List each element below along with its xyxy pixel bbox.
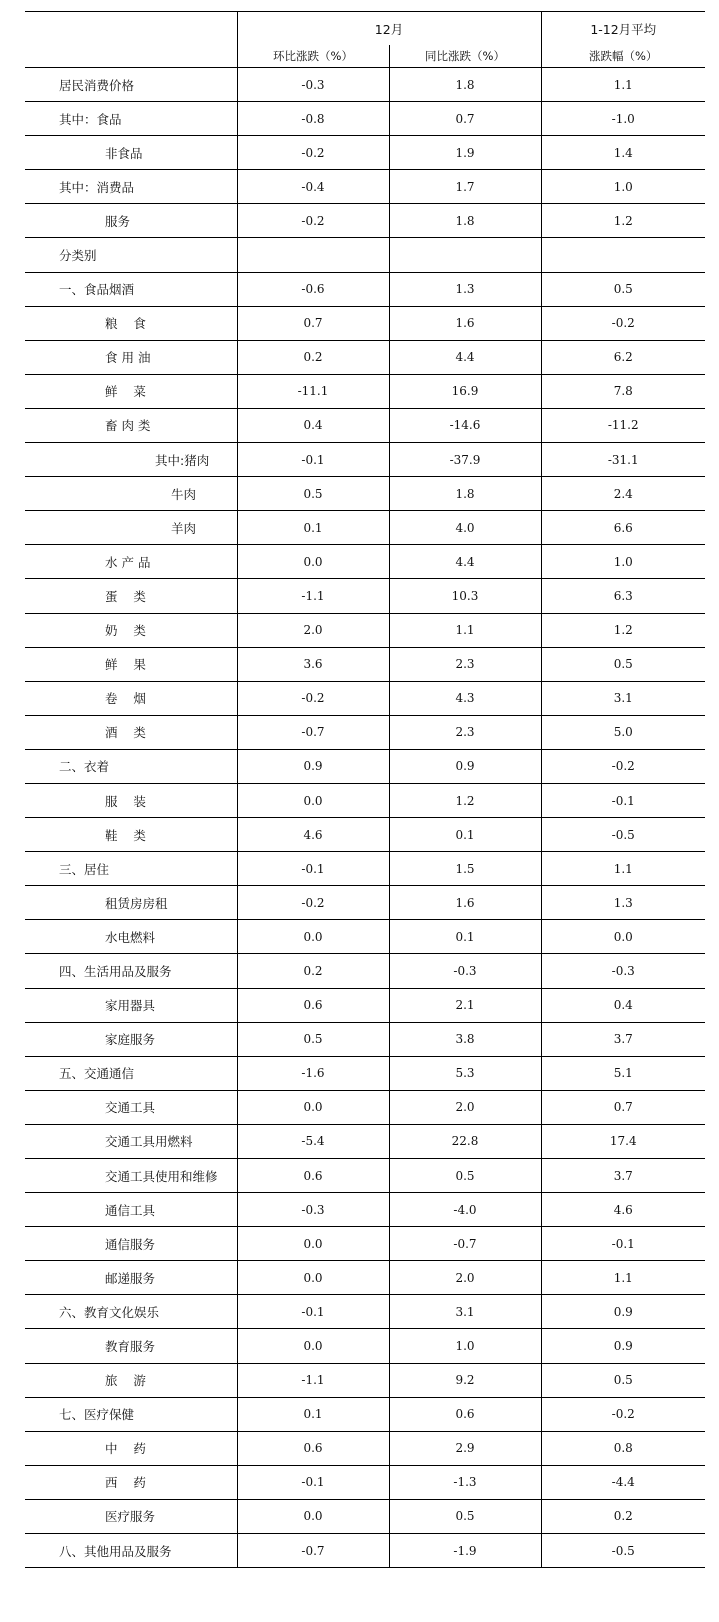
avg-change-value: -0.3 (541, 954, 705, 988)
yoy-value: 2.3 (389, 647, 541, 681)
table-row (25, 681, 705, 715)
yoy-value: 2.0 (389, 1090, 541, 1124)
yoy-value: 1.8 (389, 68, 541, 102)
yoy-value: 1.2 (389, 783, 541, 817)
table-row (25, 613, 705, 647)
yoy-value: 16.9 (389, 374, 541, 408)
yoy-value: 0.1 (389, 818, 541, 852)
avg-change-value: -0.2 (541, 306, 705, 340)
yoy-value: -0.7 (389, 1227, 541, 1261)
header-yoy: 同比涨跌（%） (389, 45, 541, 68)
row-label: 三、居住 (25, 852, 237, 886)
avg-change-value: 1.1 (541, 852, 705, 886)
table-row (25, 988, 705, 1022)
yoy-value: 1.5 (389, 852, 541, 886)
avg-change-value: 1.0 (541, 170, 705, 204)
avg-change-value: 6.2 (541, 340, 705, 374)
row-label: 八、其他用品及服务 (25, 1534, 237, 1568)
avg-change-value: 4.6 (541, 1193, 705, 1227)
mom-value: -0.2 (237, 886, 389, 920)
avg-change-value: 3.7 (541, 1022, 705, 1056)
mom-value: -0.4 (237, 170, 389, 204)
table-row (25, 1090, 705, 1124)
table-row (25, 443, 705, 477)
yoy-value: 4.3 (389, 681, 541, 715)
mom-value: 4.6 (237, 818, 389, 852)
yoy-value: 0.5 (389, 1499, 541, 1533)
row-label: 家庭服务 (25, 1022, 237, 1056)
header-empty-cell (25, 12, 237, 46)
avg-change-value: -0.5 (541, 1534, 705, 1568)
yoy-value: 22.8 (389, 1124, 541, 1158)
table-row (25, 1363, 705, 1397)
yoy-value: 5.3 (389, 1056, 541, 1090)
mom-value: 0.6 (237, 988, 389, 1022)
avg-change-value: 0.5 (541, 272, 705, 306)
avg-change-value: 0.2 (541, 1499, 705, 1533)
mom-value: -0.1 (237, 443, 389, 477)
table-row (25, 783, 705, 817)
row-label: 七、医疗保健 (25, 1397, 237, 1431)
mom-value: 0.2 (237, 340, 389, 374)
row-label: 鲜 果 (25, 647, 237, 681)
table-row (25, 579, 705, 613)
avg-change-value: 1.2 (541, 204, 705, 238)
row-label: 租赁房房租 (25, 886, 237, 920)
mom-value: 0.6 (237, 1159, 389, 1193)
row-label: 分类别 (25, 238, 237, 272)
row-label: 通信工具 (25, 1193, 237, 1227)
header-row-sub (25, 45, 705, 68)
mom-value: 0.4 (237, 408, 389, 442)
mom-value: 0.0 (237, 1090, 389, 1124)
avg-change-value: 5.0 (541, 715, 705, 749)
avg-change-value: -0.2 (541, 749, 705, 783)
row-label: 非食品 (25, 136, 237, 170)
yoy-value: -14.6 (389, 408, 541, 442)
avg-change-value: 3.1 (541, 681, 705, 715)
yoy-value: -4.0 (389, 1193, 541, 1227)
cpi-table (25, 11, 705, 1568)
table-row (25, 647, 705, 681)
row-label: 交通工具用燃料 (25, 1124, 237, 1158)
row-label: 交通工具使用和维修 (25, 1159, 237, 1193)
table-row (25, 340, 705, 374)
mom-value: 0.0 (237, 1499, 389, 1533)
avg-change-value: -11.2 (541, 408, 705, 442)
mom-value: -0.1 (237, 852, 389, 886)
mom-value: 0.0 (237, 545, 389, 579)
mom-value: 0.5 (237, 1022, 389, 1056)
table-row (25, 545, 705, 579)
mom-value: 0.0 (237, 1329, 389, 1363)
yoy-value: 4.0 (389, 511, 541, 545)
avg-change-value: 0.5 (541, 647, 705, 681)
yoy-value: 0.9 (389, 749, 541, 783)
avg-change-value: 0.0 (541, 920, 705, 954)
yoy-value: 1.8 (389, 477, 541, 511)
row-label: 水电燃料 (25, 920, 237, 954)
header-empty-cell (25, 45, 237, 68)
yoy-value: 0.5 (389, 1159, 541, 1193)
table-row (25, 238, 705, 272)
yoy-value: 2.1 (389, 988, 541, 1022)
row-label: 畜 肉 类 (25, 408, 237, 442)
row-label: 奶 类 (25, 613, 237, 647)
yoy-value: 1.6 (389, 886, 541, 920)
table-row (25, 1295, 705, 1329)
mom-value: 0.0 (237, 1261, 389, 1295)
mom-value: -0.6 (237, 272, 389, 306)
mom-value: -0.2 (237, 204, 389, 238)
avg-change-value: 0.4 (541, 988, 705, 1022)
avg-change-value: 6.6 (541, 511, 705, 545)
row-label: 食 用 油 (25, 340, 237, 374)
avg-change-value (541, 238, 705, 272)
row-label: 六、教育文化娱乐 (25, 1295, 237, 1329)
mom-value: -0.1 (237, 1465, 389, 1499)
table-row (25, 477, 705, 511)
table-row (25, 1534, 705, 1568)
avg-change-value: 0.9 (541, 1295, 705, 1329)
yoy-value: 1.7 (389, 170, 541, 204)
mom-value: 0.1 (237, 511, 389, 545)
yoy-value: 0.6 (389, 1397, 541, 1431)
avg-change-value: 1.1 (541, 68, 705, 102)
row-label: 其中:猪肉 (25, 443, 237, 477)
header-row-top (25, 12, 705, 46)
row-label: 粮 食 (25, 306, 237, 340)
avg-change-value: 2.4 (541, 477, 705, 511)
row-label: 居民消费价格 (25, 68, 237, 102)
mom-value: -1.1 (237, 579, 389, 613)
mom-value: 0.2 (237, 954, 389, 988)
header-avg-change: 涨跌幅（%） (541, 45, 705, 68)
table-row (25, 1124, 705, 1158)
yoy-value: 4.4 (389, 340, 541, 374)
row-label: 邮递服务 (25, 1261, 237, 1295)
avg-change-value: 0.9 (541, 1329, 705, 1363)
avg-change-value: 7.8 (541, 374, 705, 408)
yoy-value: 1.3 (389, 272, 541, 306)
row-label: 羊肉 (25, 511, 237, 545)
mom-value: -0.7 (237, 715, 389, 749)
avg-change-value: 1.1 (541, 1261, 705, 1295)
table-row (25, 1159, 705, 1193)
yoy-value: 1.8 (389, 204, 541, 238)
mom-value: -0.7 (237, 1534, 389, 1568)
yoy-value: 3.1 (389, 1295, 541, 1329)
mom-value: 0.0 (237, 783, 389, 817)
table-row (25, 1056, 705, 1090)
table-row (25, 1397, 705, 1431)
yoy-value: 1.1 (389, 613, 541, 647)
row-label: 水 产 品 (25, 545, 237, 579)
mom-value: 0.0 (237, 1227, 389, 1261)
row-label: 服务 (25, 204, 237, 238)
yoy-value: 4.4 (389, 545, 541, 579)
row-label: 蛋 类 (25, 579, 237, 613)
table-row (25, 1193, 705, 1227)
mom-value: 0.9 (237, 749, 389, 783)
row-label: 通信服务 (25, 1227, 237, 1261)
avg-change-value: 3.7 (541, 1159, 705, 1193)
yoy-value (389, 238, 541, 272)
table-row (25, 102, 705, 136)
avg-change-value: 0.5 (541, 1363, 705, 1397)
yoy-value: 2.0 (389, 1261, 541, 1295)
yoy-value: 0.1 (389, 920, 541, 954)
mom-value: -0.2 (237, 136, 389, 170)
row-label: 旅 游 (25, 1363, 237, 1397)
table-row (25, 1465, 705, 1499)
row-label: 二、衣着 (25, 749, 237, 783)
header-average: 1-12月平均 (541, 12, 705, 46)
row-label: 家用器具 (25, 988, 237, 1022)
table-row (25, 170, 705, 204)
header-mom: 环比涨跌（%） (237, 45, 389, 68)
row-label: 鞋 类 (25, 818, 237, 852)
mom-value: -1.6 (237, 1056, 389, 1090)
table-row (25, 306, 705, 340)
yoy-value: -1.3 (389, 1465, 541, 1499)
yoy-value: -37.9 (389, 443, 541, 477)
mom-value: 0.5 (237, 477, 389, 511)
mom-value: 0.6 (237, 1431, 389, 1465)
mom-value: 3.6 (237, 647, 389, 681)
row-label: 四、生活用品及服务 (25, 954, 237, 988)
row-label: 其中：食品 (25, 102, 237, 136)
yoy-value: -1.9 (389, 1534, 541, 1568)
mom-value: -0.3 (237, 68, 389, 102)
table-row (25, 886, 705, 920)
avg-change-value: 6.3 (541, 579, 705, 613)
mom-value: -1.1 (237, 1363, 389, 1397)
avg-change-value: -0.1 (541, 1227, 705, 1261)
row-label: 卷 烟 (25, 681, 237, 715)
avg-change-value: 17.4 (541, 1124, 705, 1158)
avg-change-value: 1.4 (541, 136, 705, 170)
row-label: 一、食品烟酒 (25, 272, 237, 306)
avg-change-value: 1.3 (541, 886, 705, 920)
yoy-value: 1.0 (389, 1329, 541, 1363)
table-row (25, 1261, 705, 1295)
table-row (25, 1431, 705, 1465)
yoy-value: 2.3 (389, 715, 541, 749)
mom-value (237, 238, 389, 272)
yoy-value: -0.3 (389, 954, 541, 988)
yoy-value: 2.9 (389, 1431, 541, 1465)
table-row (25, 272, 705, 306)
row-label: 中 药 (25, 1431, 237, 1465)
avg-change-value: -1.0 (541, 102, 705, 136)
mom-value: -11.1 (237, 374, 389, 408)
header-month: 12月 (237, 12, 541, 46)
table-row (25, 715, 705, 749)
avg-change-value: 1.0 (541, 545, 705, 579)
table-row (25, 749, 705, 783)
table-body (25, 12, 705, 1568)
table-row (25, 920, 705, 954)
table-row (25, 852, 705, 886)
avg-change-value: 5.1 (541, 1056, 705, 1090)
yoy-value: 1.6 (389, 306, 541, 340)
table-row (25, 511, 705, 545)
table-row (25, 408, 705, 442)
mom-value: -0.2 (237, 681, 389, 715)
row-label: 五、交通通信 (25, 1056, 237, 1090)
mom-value: 0.1 (237, 1397, 389, 1431)
avg-change-value: 1.2 (541, 613, 705, 647)
row-label: 医疗服务 (25, 1499, 237, 1533)
mom-value: -0.3 (237, 1193, 389, 1227)
table-row (25, 1499, 705, 1533)
yoy-value: 0.7 (389, 102, 541, 136)
table-row (25, 374, 705, 408)
yoy-value: 1.9 (389, 136, 541, 170)
avg-change-value: -0.1 (541, 783, 705, 817)
table-row (25, 204, 705, 238)
avg-change-value: 0.7 (541, 1090, 705, 1124)
row-label: 交通工具 (25, 1090, 237, 1124)
table-row (25, 1329, 705, 1363)
mom-value: 0.0 (237, 920, 389, 954)
avg-change-value: -0.2 (541, 1397, 705, 1431)
yoy-value: 9.2 (389, 1363, 541, 1397)
table-row (25, 68, 705, 102)
table-row (25, 954, 705, 988)
table-row (25, 1227, 705, 1261)
mom-value: -5.4 (237, 1124, 389, 1158)
table-row (25, 1022, 705, 1056)
mom-value: 2.0 (237, 613, 389, 647)
avg-change-value: -31.1 (541, 443, 705, 477)
avg-change-value: 0.8 (541, 1431, 705, 1465)
table-row (25, 136, 705, 170)
mom-value: -0.8 (237, 102, 389, 136)
yoy-value: 10.3 (389, 579, 541, 613)
avg-change-value: -4.4 (541, 1465, 705, 1499)
yoy-value: 3.8 (389, 1022, 541, 1056)
table-row (25, 818, 705, 852)
mom-value: 0.7 (237, 306, 389, 340)
row-label: 西 药 (25, 1465, 237, 1499)
row-label: 教育服务 (25, 1329, 237, 1363)
row-label: 牛肉 (25, 477, 237, 511)
row-label: 服 装 (25, 783, 237, 817)
avg-change-value: -0.5 (541, 818, 705, 852)
row-label: 鲜 菜 (25, 374, 237, 408)
row-label: 酒 类 (25, 715, 237, 749)
row-label: 其中：消费品 (25, 170, 237, 204)
mom-value: -0.1 (237, 1295, 389, 1329)
